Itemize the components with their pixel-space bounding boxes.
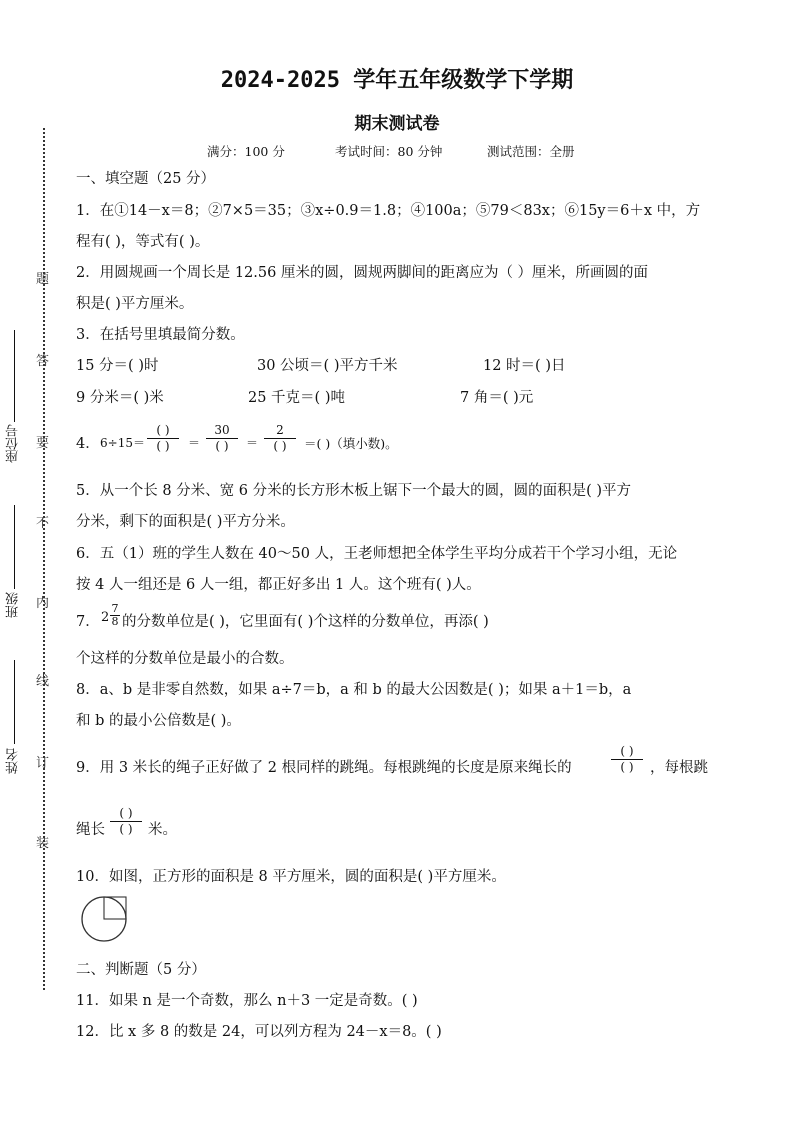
fraction-numerator: ( )	[156, 423, 170, 437]
question-3-item-c: 12 时＝( )日	[483, 358, 566, 374]
page-title: 2024-2025 学年五年级数学下学期	[220, 68, 574, 93]
question-4-fraction-3	[262, 424, 298, 453]
question-9-fraction-2	[108, 807, 144, 836]
question-7-number: 7．	[76, 614, 100, 630]
fraction-denominator: ( )	[119, 822, 133, 836]
question-2-line-1: 2．用圆规画一个周长是 12.56 厘米的圆，圆规两脚间的距离应为（ ）厘米，所画圆的面	[76, 265, 649, 281]
question-9-line-1-tail: ，每根跳	[650, 760, 708, 776]
question-6-line-1: 6．五（1）班的学生人数在 40～50 人，王老师想把全体学生平均分成若干个学习小组，无论	[76, 546, 678, 562]
fraction-denominator: ( )	[215, 439, 229, 453]
question-9-line-1: 9．用 3 米长的绳子正好做了 2 根同样的跳绳。每根跳绳的长度是原来绳长的	[76, 760, 572, 776]
question-5-line-1: 5．从一个长 8 分米、宽 6 分米的长方形木板上锯下一个最大的圆，圆的面积是( )平方	[76, 483, 632, 499]
question-5-line-2: 分米，剩下的面积是( )平方分米。	[76, 514, 295, 530]
question-9-fraction-1	[609, 745, 645, 774]
class-label: 班级	[6, 592, 21, 618]
question-4-number: 4．	[76, 436, 100, 452]
question-2-line-2: 积是( )平方厘米。	[76, 296, 194, 312]
exam-scope: 测试范围：全册	[487, 144, 575, 159]
seal-char: 订	[36, 756, 50, 771]
seal-char: 装	[36, 836, 50, 851]
question-4-tail: ＝( )（填小数)。	[304, 436, 398, 451]
section-judge-heading: 二、判断题（5 分）	[76, 962, 206, 978]
question-9-line-2-tail: 米。	[148, 822, 177, 838]
question-4-fraction-2	[204, 424, 240, 453]
question-7-line-2: 个这样的分数单位是最小的合数。	[76, 651, 294, 667]
fraction-denominator: 8	[111, 615, 119, 628]
question-7-whole: 2	[101, 610, 110, 625]
seat-number-label: 座位号	[6, 424, 21, 463]
section-fill-heading: 一、填空题（25 分）	[76, 171, 216, 187]
question-3-item-a: 15 分＝( )时	[76, 358, 159, 374]
fraction-numerator: 7	[111, 602, 119, 615]
circle-square-figure	[78, 893, 130, 945]
question-8-line-1: 8．a、b 是非零自然数，如果 a÷7＝b，a 和 b 的最大公因数是( )；如果 a＋1＝b，a	[76, 682, 632, 698]
question-1-line-1: 1．在①14－x＝8；②7×5＝35；③x÷0.9＝1.8；④100a；⑤79＜83x；⑥15y＝6＋x 中，方	[76, 203, 701, 219]
name-label: 姓名	[6, 748, 21, 774]
question-3-line-1: 3．在括号里填最简分数。	[76, 327, 245, 343]
question-6-line-2: 按 4 人一组还是 6 人一组，都正好多出 1 人。这个班有( )人。	[76, 577, 481, 593]
question-3-item-f: 7 角＝( )元	[460, 390, 534, 406]
question-7-line-1: 的分数单位是( )，它里面有( )个这样的分数单位，再添( )	[122, 614, 489, 630]
question-10: 10．如图，正方形的面积是 8 平方厘米，圆的面积是( )平方厘米。	[76, 869, 506, 885]
seal-char: 内	[36, 596, 50, 611]
fraction-denominator: ( )	[156, 439, 170, 453]
question-9-line-2: 绳长	[76, 822, 105, 838]
name-line	[14, 660, 15, 744]
seal-char: 不	[36, 516, 50, 531]
seat-number-line	[14, 330, 15, 422]
question-8-line-2: 和 b 的最小公倍数是( )。	[76, 713, 241, 729]
full-score: 满分：100 分	[207, 144, 285, 159]
equals-sign: ＝	[246, 436, 259, 450]
fraction-denominator: ( )	[273, 439, 287, 453]
question-12: 12．比 x 多 8 的数是 24，可以列方程为 24－x＝8。( )	[76, 1024, 442, 1040]
question-3-item-d: 9 分米＝( )米	[76, 390, 164, 406]
question-3-item-b: 30 公顷＝( )平方千米	[257, 358, 398, 374]
binding-dotted-line	[43, 128, 45, 990]
page-subtitle: 期末测试卷	[354, 114, 440, 134]
seal-char: 要	[36, 436, 50, 451]
question-7-fraction	[110, 603, 120, 628]
seal-char: 答	[36, 354, 50, 369]
question-4-expression: 6÷15＝	[100, 436, 145, 450]
fraction-numerator: 2	[276, 423, 284, 437]
equals-sign: ＝	[188, 436, 201, 450]
question-3-item-e: 25 千克＝( )吨	[248, 390, 345, 406]
fraction-numerator: ( )	[119, 806, 133, 820]
seal-char: 题	[36, 272, 50, 287]
question-11: 11．如果 n 是一个奇数，那么 n＋3 一定是奇数。( )	[76, 993, 418, 1009]
fraction-numerator: ( )	[620, 744, 634, 758]
fraction-numerator: 30	[214, 423, 230, 437]
class-line	[14, 505, 15, 589]
question-4-fraction-1	[145, 424, 181, 453]
fraction-denominator: ( )	[620, 760, 634, 774]
question-1-line-2: 程有( )，等式有( )。	[76, 234, 210, 250]
seal-char: 线	[36, 674, 50, 689]
exam-time: 考试时间：80 分钟	[335, 144, 443, 159]
